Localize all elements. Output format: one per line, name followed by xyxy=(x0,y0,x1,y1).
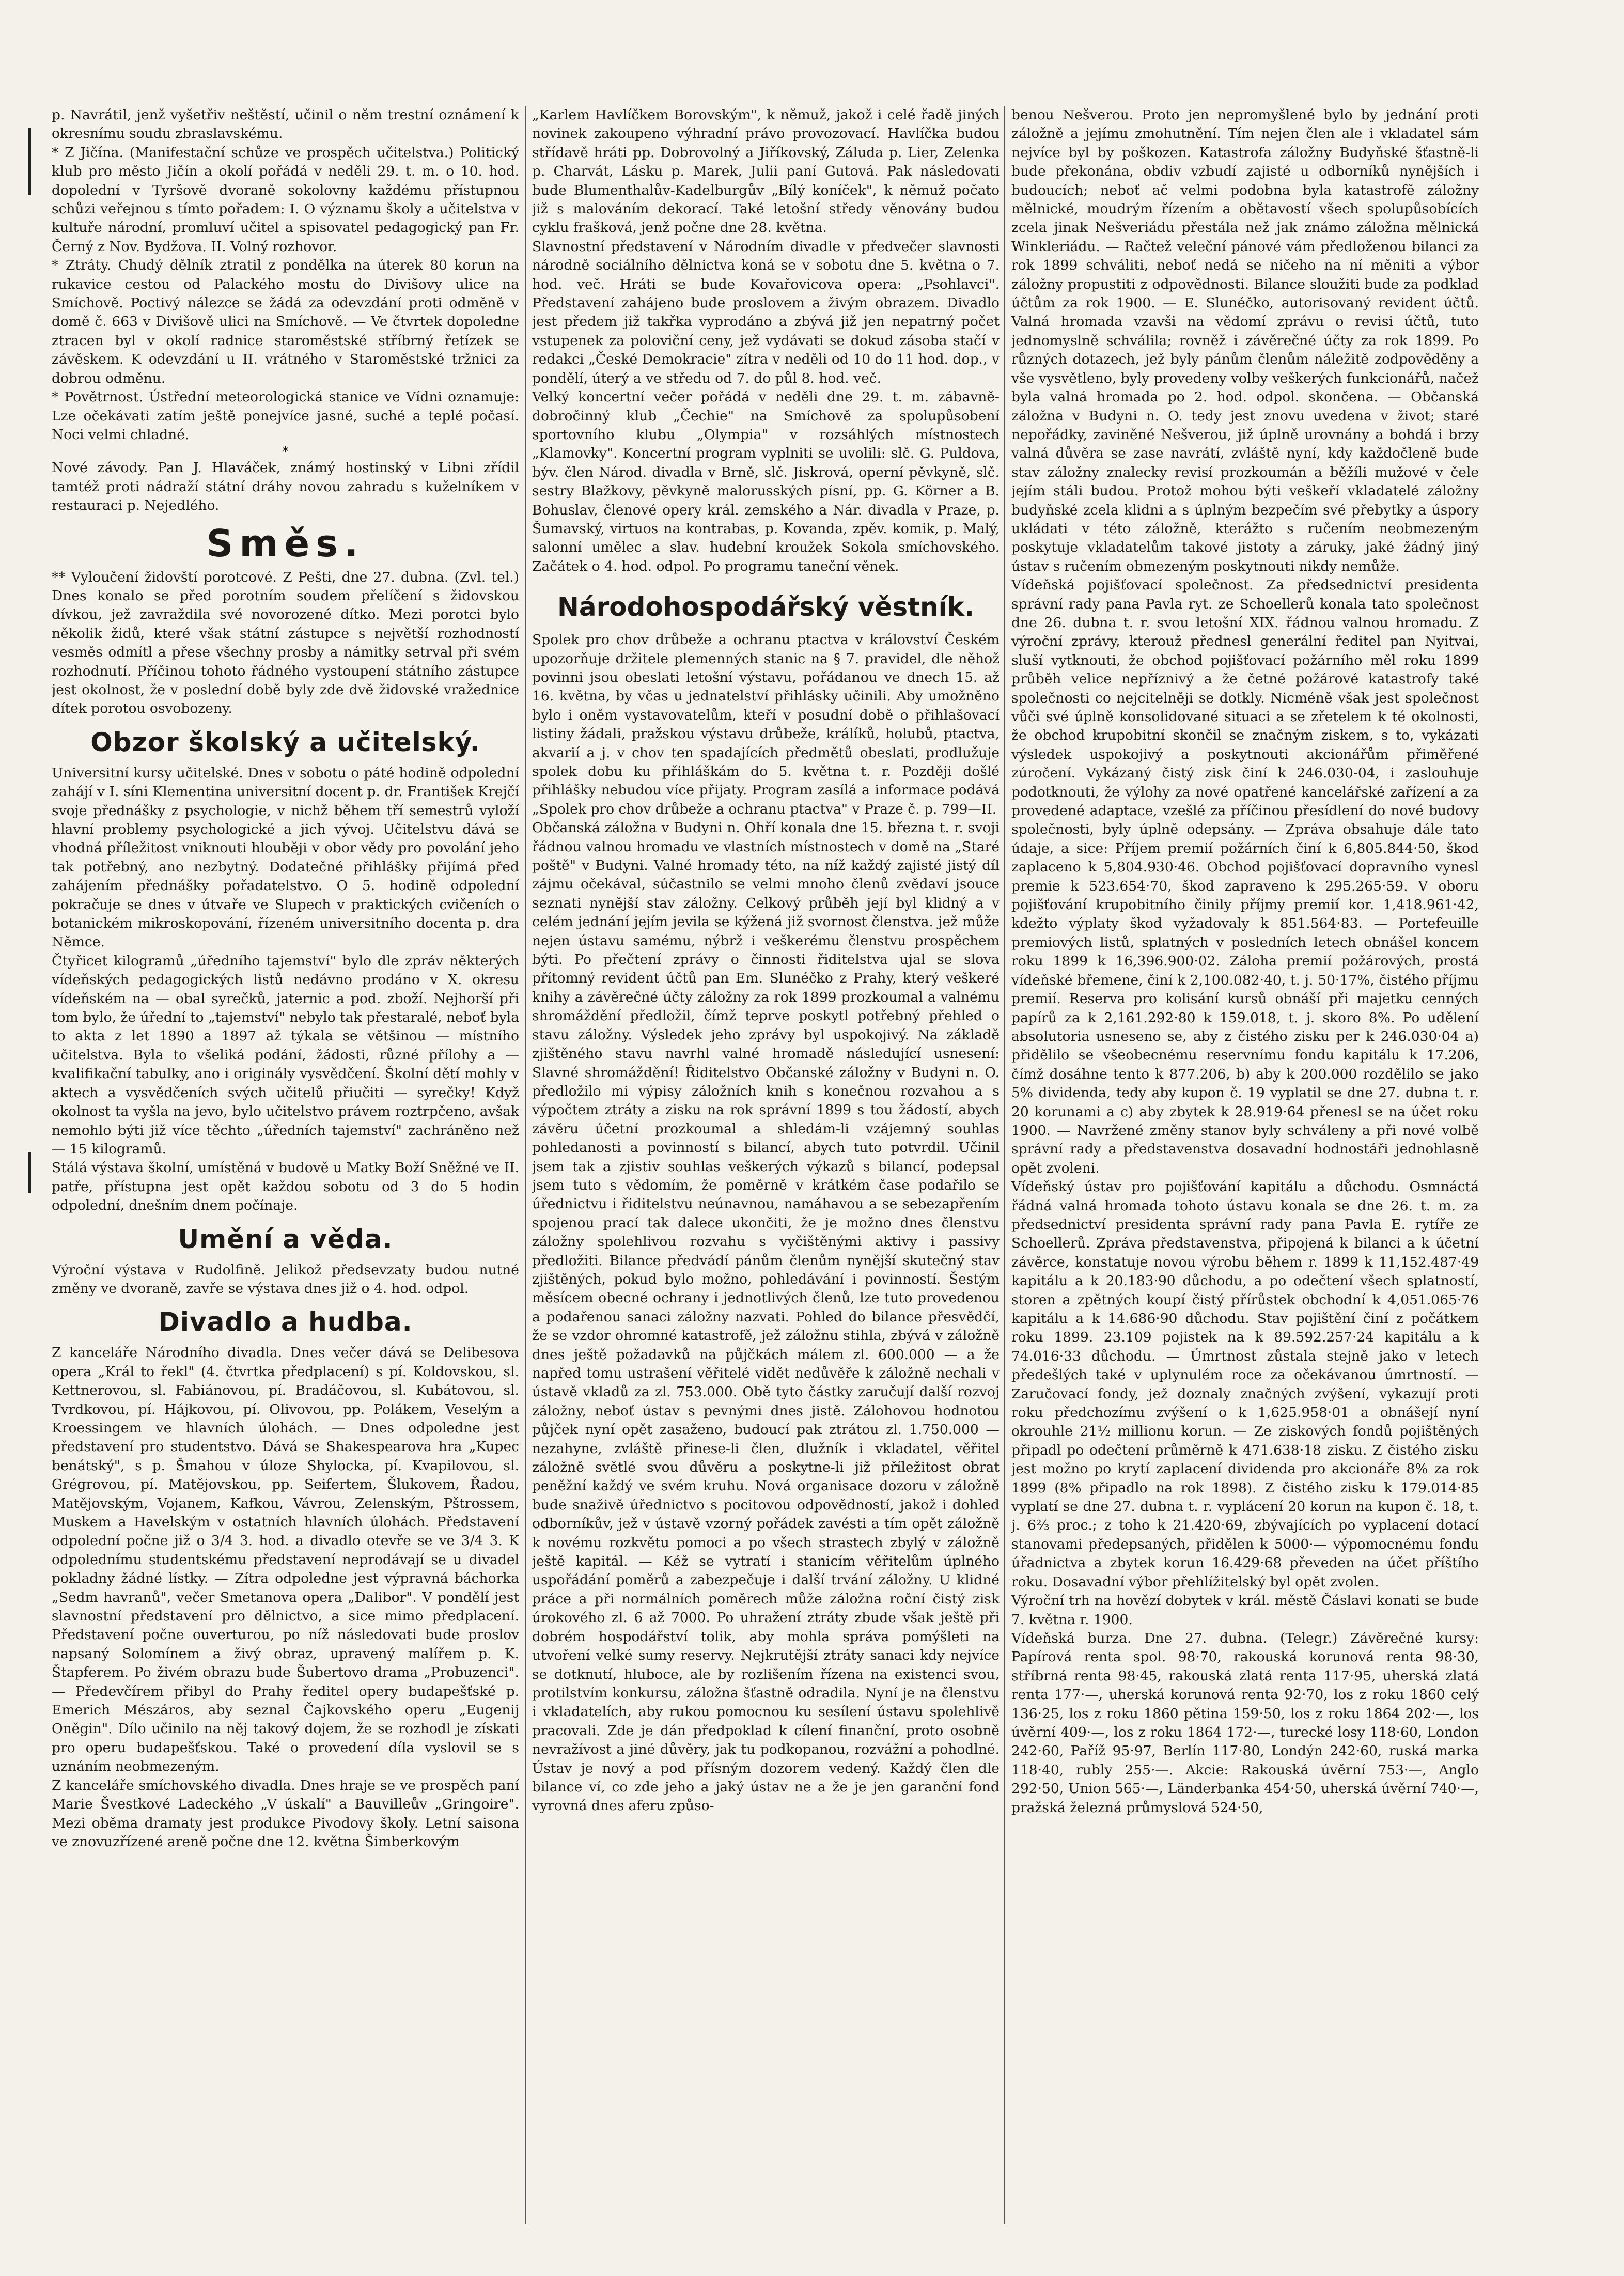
article-rudolfinum: Výroční výstava v Rudolfině. Jelikož předsevzaty budou nutné změny ve dvoraně, zavře se výstava dnes již o 4. hod. odpol. xyxy=(52,1261,519,1297)
article-jicin: * Z Jičína. (Manifestační schůze ve prospěch učitelstva.) Politický klub pro město Jičín a okolí pořádá v neděli 29. t. m. o 10. hod. dopolední v Tyršově dvoraně sokolovny každému přístupnou schůzi veřejnou s tímto pořadem: I. O významu školy a učitelstva v kultuře národní, promluví učitel a spisovatel pedagogický pan Fr. Černý z Nov. Bydžova. II. Volný rozhovor. xyxy=(52,144,519,255)
separator-star: * xyxy=(282,444,289,459)
section-heading-obzor: Obzor školský a učitelský. xyxy=(90,727,480,757)
article-continued: „Karlem Havlíčkem Borovským", k němuž, jakož i celé řadě jiných novinek zakoupeno výhradní právo provozovací. Havlíčka budou střídavě hráti pp. Dobrovolný a Jiříkovský, Záluda p. Lier, Zelenka p. Charvát, Lásku p. Marek, Julii paní Gutová. Pak následovati bude Blumenthalův-Kadelburgův „Bílý koníček", k němuž počato již s malováním dekorací. Také letošní středy věnovány budou cyklu frašková, jenž počne dne 28. května. xyxy=(532,107,1000,236)
section-heading-smes: Směs. xyxy=(206,521,365,565)
section-heading-divadlo: Divadlo a hudba. xyxy=(158,1307,413,1337)
article-uredni-tajemstvi: Čtyřicet kilogramů „úředního tajemství" bylo dle zpráv některých vídeňských pedagogických listů nedávno prodáno v X. okresu vídeňském na — obal syrečků, jaternic a pod. zboží. Nejhorší při tom bylo, že úřední to „tajemství" nebylo tak přestaralé, neboť byla to akta z let 1890 a 1897 až týkala se většinou — místního učitelstva. Byla to všeliká podání, žádosti, různé přílohy a — kvalifikační tabulky, ano i originály vysvědčení. Školní dětí mohly v aktech a vysvědčeních svých učitelů přiučiti — syrečky! Když okolnost ta vyšla na jevo, bylo učitelstvo právem roztrpčeno, avšak nemohlo býti již více těchto „úředních tajemství" zachráněno než — 15 kilogramů. xyxy=(52,953,519,1157)
article-vystava-skolni: Stálá výstava školní, umístěná v budově u Matky Boží Sněžné ve II. patře, přístupna jest opět každou sobotu od 3 do 5 hodin odpolední, dnešním dnem počínaje. xyxy=(52,1160,519,1214)
article-povetrnost: * Povětrnost. Ústřední meteorologická stanice ve Vídni oznamuje: Lze očekávati zatím ještě ponejvíce jasné, suché a teplé počasí. Noci velmi chladné. xyxy=(52,389,519,443)
article-koncertni-vecer: Velký koncertní večer pořádá v neděli dne 29. t. m. zábavně-dobročinný klub „Čechie" na Smíchově za spolupůsobení sportovního klubu „Olympia" v rozsáhlých místnostech „Klamovky". Koncertní program vyplniti se uvolili: slč. G. Puldova, býv. člen Národ. divadla v Brně, slč. Jiskrová, operní pěvkyně, slč. sestry Blažkovy, pěvkyně malorusských písní, pp. G. Körner a B. Bohuslav, členové opery král. zemského a Nár. divadla v Praze, p. Šumavský, virtuos na kontrabas, p. Kovanda, zpěv. komik, p. Malý, salonní umělec a slav. hudební kroužek Sokola smíchovského. Začátek o 4. hod. odpol. Po programu taneční věnek. xyxy=(532,389,1000,574)
article-slavnostni-predstaveni: Slavnostní představení v Národním divadle v předvečer slavnosti národně sociálního dělnictva koná se v sobotu dne 5. května o 7. hod. več. Hráti se bude Kovařovicova opera: „Psohlavci". Představení zahájeno bude proslovem a živým obrazem. Divadlo jest předem již takřka vyprodáno a zbývá již jen nepatrný počet vstupenek za poloviční ceny, jež vydávati se dokud zásoba stačí v redakci „České Demokracie" zítra v neděli od 10 do 11 hod. dop., v pondělí, úterý a ve středu od 7. do půl 8. hod. več. xyxy=(532,238,1000,386)
article-vyrocni-trh: Výroční trh na hovězí dobytek v král. městě Čáslavi konati se bude 7. května r. 1900. xyxy=(1011,1593,1479,1628)
article-porotcove: ** Vyloučení židovští porotcové. Z Pešti, dne 27. dubna. (Zvl. tel.) Dnes konalo se před porotním soudem přelíčení s židovskou dívkou, jež zavraždila své novorozené dítko. Mezi porotci bylo několik židů, které však státní zástupce s největší rozhodností vesměs odmítl a přese všechny prosby a námitky setrval při svém rozhodnutí. Příčinou tohoto řádného vystoupení státního zástupce jest okolnost, že v poslední době byly zde dvě židovské vražednice dítek porotou osvobozeny. xyxy=(52,569,519,717)
left-margin-mark xyxy=(28,1152,31,1193)
article-zalozna-continued: benou Nešverou. Proto jen nepromyšlené bylo by jednání proti záložně a jejímu zmohutnění. Tím nejen člen ale i vkladatel sám nejvíce byl by poškozen. Katastrofa záložny Budyňské šťastně-li bude překonána, obdiv vzbudí zajisté u odborníků nynějších i budoucích; neboť ač velmi podobna byla katastrofě záložny mělnické, moudrým řízením a obětavostí všech spolupůsobících zcela jinak Nešveriádu přestála než jak známo záložna mělnická Winkleriádu. — Račtež veleční pánové vám předloženou bilanci za rok 1899 schváliti, neboť nedá se ničeho na ní měniti a výbor záložny propustiti z odpovědnosti. Bilance sloužiti bude za podklad účtům za rok 1900. — E. Slunéčko, autorisovaný revident účtů. Valná hromada vzavši na vědomí zprávu o revisi účtů, tuto jednomyslně schválila; rovněž i závěrečné účty za rok 1899. Po různých dotazech, jež byly pánům členům náležitě zodpověděny a vše vysvětleno, byly provedeny volby veškerých funkcionářů, načež byla valná hromada po 2. hod. odpol. skončena. — Občanská záložna v Budyni n. O. tedy jest znovu uvedena v život; staré nepořádky, zaviněné Nešverou, již úplně urovnány a bohdá i brzy valná důvěra se zase navrátí, zvláště nyní, kdy každočleně bude stav záložny znalecky revisí prozkoumán a běžíli mužové v čele jejím stáli budou. Protož mohou býti veškeří vkladatelé záložny budyňské zcela klidni a s úplným bezpečím své přebytky a úspory ukládati v této záložně, kterážto s ručením neobmezeným poskytuje vkladatelům takové jistoty a záruky, jaké žádný jiný ústav s ručením obmezeným poskytnouti nikdy nemůže. xyxy=(1011,107,1479,574)
section-heading-vestnik: Národohospodářský věstník. xyxy=(557,592,974,622)
column-middle xyxy=(532,106,1000,2234)
article-spolek-drubez: Spolek pro chov drůbeže a ochranu ptactva v království Českém upozorňuje držitele plemenných stanic na § 7. pravidel, dle něhož povinni jsou obeslati letošní výstavu, pořádanou ve dnech 15. až 16. května, by včas u jednatelství přihlásky učinili. Aby umožněno bylo i oněm vystavovatelům, kteří v posudní době o přihlašovací listiny žádali, pražskou výstavu drůbeže, králíků, holubů, ptactva, akvarií a j. v chov ten spadajících předmětů obeslati, prodlužuje spolek dobu ku přihláškám do 5. května t. r. Později došlé přihlášky nebudou více přijaty. Program zasílá a informace podává „Spolek pro chov drůbeže a ochranu ptactva" v Praze č. p. 799—II. xyxy=(532,632,1000,817)
section-heading-umeni: Umění a věda. xyxy=(178,1224,393,1254)
article-videnska-burza: Vídeňská burza. Dne 27. dubna. (Telegr.) Závěrečné kursy: Papírová renta spol. 98·70, rakouská korunová renta 98·30, stříbrná renta 98·45, rakouská zlatá renta 117·95, uherská zlatá renta 177·—, uherská korunová renta 92·70, los z roku 1860 celý 136·25, los z roku 1860 pětina 159·50, los z roku 1864 202·—, los úvěrní 409·—, los z roku 1864 172·—, turecké losy 118·60, London 242·60, Paříž 95·97, Berlín 117·80, Londýn 242·60, ruská marka 118·40, rubly 255·—. Akcie: Rakouská úvěrní 753·—, Anglo 292·50, Union 565·—, Länderbanka 454·50, uherská úvěrní 740·—, pražská železná průmyslová 524·50, xyxy=(1011,1630,1479,1816)
left-margin-mark xyxy=(28,128,31,195)
column-right xyxy=(1011,106,1479,2234)
column-rule xyxy=(1004,106,1005,2224)
article-nove-zavody: Nové závody. Pan J. Hlaváček, známý hostinský v Libni zřídil tamtéž proti nádraží státní dráhy novou zahradu s kuželníkem v restauraci p. Nejedlého. xyxy=(52,460,519,514)
column-rule xyxy=(525,106,526,2224)
article-zalozna-budyne: Občanská záložna v Budyni n. Ohří konala dne 15. března t. r. svoji řádnou valnou hromadu ve vlastních místnostech v domě na „Staré poště" v Budyni. Valné hromady této, na níž každý zajisté jistý díl zájmu očekával, súčastnilo se velmi mnoho členů zvědaví jsouce seznati nynější stav záložny. Celkový průběh její byl klidný a v celém jednání jejím jevila se kýžená již svornost členstva. jež může nejen ústavu samému, nýbrž i veškerému členstvu prospěchem býti. Po přečtení zprávy o činnosti řiditelstva ujal se slova přítomný revident účtů pan Em. Slunéčko z Prahy, který veškeré knihy a závěrečné účty záložny za rok 1899 prozkoumal a valnému shromáždění předložil, čímž teprve poskytl potřebný přehled o stavu záložny. Výsledek jeho zprávy byl uspokojivý. Na základě zjištěného stavu navrhl valné hromadě následující usnesení: Slavné shromáždění! Řiditelstvo Občanské záložny v Budyni n. O. předložilo mi výpisy záložních knih s konečnou rozvahou a s výpočtem ztráty a zisku na rok správní 1899 s tou žádostí, abych závěru účetní prozkoumal a shledám-li vzájemný souhlas pohledanosti a povinností s bilancí, abych tuto potvrdil. Učinil jsem tak a zjistiv souhlas veškerých výkazů s bilancí, podepsal jsem tuto s vědomím, že poměrně v krátkém čase podařilo se úřednictvu i řiditelstvu neúnavnou, namáhavou a se sebezapřením spojenou prací tak dalece ukončiti, že je možno dnes členstvu záložny spolehlivou rozvahu s vyčištěnými aktivy i passivy předložiti. Bilance předvádí pánům členům nynější skutečný stav zjištěných, pokud bylo možno, pohledávání i povinností. Šestým měsícem obecné ochrany i jednotlivých členů, lze tuto provedenou a podařenou sanaci záložny nazvati. Pohled do bilance přesvědčí, že se vzdor ohromné katastrofě, jež záložnu stihla, zbývá v záložně dnes ještě požadavků na půjčkách málem zl. 600.000 — a že napřed tomu ustrašení věřitelé vidět nedůvěře k záložně nechali v ústavě vkladů za zl. 753.000. Obě tyto částky zaručují další rozvoj záložny, neboť ústav s pevnými dnes jistě. Zálohovou hodnotou půjček nyní opět zasaženo, budoucí pak ztrátou zl. 1.750.000 — nezahyne, zvláště přinese-li člen, dlužník i vkladatel, věřitel záložně světlé svou důvěru a poskytne-li již příležitost obrat peněžní každý ve svém kruhu. Nová organisace dozoru v záložně bude snaživě úřednictvo s pocitovou odpovědností, jakož i dohled odborníkův, jež v ústavě vzorný pořádek zavésti a tím opět záložně k novému rozkvětu pomoci a po všech strastech zbylý v záložně ještě kapitál. — Kéž se vytratí i stanicím věřitelům úplného uspořádání poměrů a zabezpečuje i další trvání záložny. U klidné práce a při normálních poměrech může záložna roční čistý zisk úrokového zl. 6 až 7000. Po uhražení ztráty zbude však ještě při dobrém hospodářství tolik, aby mohla správa pomýšleti na utvoření velké sumy reservy. Nejkrutější ztráty sanaci kdy nejvíce se dotknutí, hluboce, ale by rozlišením řízena na existenci svou, protilstvím konkursu, záložna šťastně odradila. Nyní je na členstvu i vkladatelích, aby rukou pomocnou ku sesílení ústavu spolehlivě pracovali. Zde je dán předpoklad k cílení finanční, proto osobně nevražívost a jiné důvěry, jak tu podkopanou, rozvážní a pohodlné. Ústav je nový a pod přísným dozorem vedený. Každý člen dle bilance ví, co zde jeho a jaký ústav ne a že je jen garanční fond vyrovná dnes aferu způso- xyxy=(532,820,1000,1814)
article-narodni-divadlo: Z kanceláře Národního divadla. Dnes večer dává se Delibesova opera „Král to řekl" (4. čtvrtka předplacení) s pí. Koldovskou, sl. Kettnerovou, sl. Fabiánovou, pí. Bradáčovou, sl. Kubátovou, sl. Tvrdkovou, pí. Hájkovou, pí. Olivovou, pp. Polákem, Veselým a Kroessingem ve hlavních úlohách. — Dnes odpoledne jest představení pro studentstvo. Dává se Shakespearova hra „Kupec benátský", s p. Šmahou v úloze Shylocka, pí. Kvapilovou, sl. Grégrovou, pí. Matějovskou, pp. Seifertem, Šlukovem, Řadou, Matějovským, Vojanem, Kafkou, Vávrou, Zelenským, Pštrossem, Muskem a Havelským v ostatních hlavních úlohách. Představení odpolední počne již o 3/4 3. hod. a divadlo otevře se ve 3/4 3. K odpolednímu studentskému představení neprodávají se u divadel pokladny žádné lístky. — Zítra odpoledne jest výpravná báchorka „Sedm havranů", večer Smetanova opera „Dalibor". V pondělí jest slavnostní představení pro dělnictvo, a sice mimo předplacení. Představení počne ouverturou, po níž následovati bude proslov napsaný Solomínem a živý obraz, upravený malířem p. K. Štapferem. Po živém obrazu bude Šubertovo drama „Probuzenci". — Předevčírem přibyl do Prahy ředitel opery budapešťské p. Emerich Mészáros, aby seznal Čajkovského operu „Eugenij Oněgin". Dílo učinilo na něj takový dojem, že se rozhodl je získati pro operu budapešťskou. Také o provedení díla vyslovil se s uznáním neobmezeným. xyxy=(52,1345,519,1775)
article-videnska-ustav: Vídeňský ústav pro pojišťování kapitálu a důchodu. Osmnáctá řádná valná hromada tohoto ústavu konala se dne 26. t. m. za předsednictví presidenta správní rady pana Pavla E. rytíře ze Schoellerů. Zpráva představenstva, připojená k bilanci a k účetní závěrce, konstatuje novou výrobu během r. 1899 k 11,152.487·49 kapitálu a k 20.183·90 důchodu, a po odečtení všech splatností, storen a zpětných koupí čistý přírůstek obchodní k 4,051.065·76 kapitálu a k 14.686·90 důchodu. Stav pojištění činí z počátkem roku 1899. 23.109 pojistek na k 89.592.257·24 kapitálu a k 74.016·33 důchodu. — Úmrtnost zůstala stejně jako v letech předešlých také v uplynulém roce za očekávanou úmrtností. — Zaručovací fondy, jež doznaly značných zvýšení, vykazují proti roku předchozímu zvýšení o k 1,625.958·01 a obnášejí nyní okrouhle 21½ millionu korun. — Ze ziskových fondů pojištěných připadl po odečtení průměrně k 471.638·18 zisku. Z čistého zisku jest možno po krytí zaplacení dividenda pro akcionáře 8% za rok 1899 (8% připadlo na rok 1898). Z čistého zisku k 179.014·85 vyplatí se dne 27. dubna t. r. vyplácení 20 korun na kupon č. 18, t. j. 6⅔ proc.; z toho k 21.420·69, zbývajících po vyplacení dotací stanovami předepsaných, přidělen k 5000·— výpomocnému fondu úřadnictva a zbytek korun 16.429·68 převeden na účet příštího roku. Dosavadní výbor přehlížitelský byl opět zvolen. xyxy=(1011,1179,1479,1590)
article-universitni-kursy: Universitní kursy učitelské. Dnes v sobotu o páté hodině odpolední zahájí v I. síni Klementina universitní docent p. dr. František Krejčí svoje přednášky z psychologie, v nichž během tří semestrů vyloží hlavní problemy psychologické a jich vývoj. Učitelstvu dává se vhodná příležitost vniknouti hlouběji v obor vědy pro povolání jeho tak potřebný, ano nezbytný. Dodatečné přihlášky přijímá před zahájením přednášky pořadatelstvo. O 5. hodině odpolední pokračuje se dnes v útvaře ve Slupech v praktických cvičeních o botanickém mikroskopování, řízeném universitního docenta p. dra Němce. xyxy=(52,765,519,950)
article-ztraty: * Ztráty. Chudý dělník ztratil z pondělka na úterek 80 korun na rukavice cestou od Palackého mostu do Divišovy ulice na Smíchově. Poctivý nálezce se žádá za odevzdání proti odměně v domě č. 663 v Divišově ulici na Smíchově. — Ve čtvrtek dopoledne ztracen byl v okolí radnice staroměstské stříbrný řetízek se závěskem. K odevzdání u II. vrátného v Staroměstské tržnici za dobrou odměnu. xyxy=(52,257,519,386)
article-text: p. Navrátil, jenž vyšetřiv neštěstí, učinil o něm trestní oznámení k okresnímu soudu zbraslavskému. xyxy=(52,107,519,142)
article-videnska-pojistovaci: Vídeňská pojišťovací společnost. Za předsednictví presidenta správní rady pana Pavla ryt. ze Schoellerů konala tato společnost dne 26. dubna t. r. svou letošní XIX. řádnou valnou hromadu. Z výroční zprávy, kterouž přednesl generální ředitel pan Nyitvai, sluší vytknouti, že obchod pojišťovací požárního měl roku 1899 průběh velice nepříznivý a že četné požárové katastrofy také společnosti co nejcitelněji se dotkly. Nicméně však jest společnost vůči své úplně konsolidované situaci a se zřetelem k té okolnosti, že obchod krupobitní skončil se značným ziskem, s to, vykázati výsledek uspokojivý a poskytnouti akcionářům přiměřené zúročení. Vykázaný čistý zisk činí k 246.030-04, i zaslouhuje podotknouti, že výlohy za nové opatřené kancelářské zařízení a za provedené adaptace, vzešlé za příčinou přesídlení do nové budovy společnosti, byly úplně odepsány. — Zpráva obsahuje dále tato údaje, a sice: Příjem premií požárních činí k 6,805.844·50, škod zaplaceno k 5,804.930·46. Obchod pojišťovací dopravního vynesl premie k 523.654·70, škod zapraveno k 295.265·59. V oboru pojišťování krupobitního činily příjmy premií kor. 1,418.961·42, kdežto výplaty škod vyžadovaly k 851.564·83. — Portefeuille premiových listů, splatných v posledních letech obnášel koncem roku 1899 k 16,396.900·02. Záloha premií požárových, prostá vídeňské břemene, činí k 2,100.082·40, t. j. 50·17%, čistého příjmu premií. Reserva pro kolisání kursů obnáší při majetku cenných papírů za k 2,161.292·80 k 159.018, t. j. skoro 8%. Po udělení absolutoria usneseno se, aby z čistého zisku per k 246.030·04 a) přidělilo se všeobecnému reservnímu fondu kapitálu k 17.206, čímž dosáhne tento k 877.206, b) aby k 200.000 rozdělilo se jako 5% dividenda, tedy aby kupon č. 19 vyplatil se dne 27. dubna t. r. 20 korunami a c) aby zbytek k 28.919·64 přenesl se na účet roku 1900. — Navržené změny stanov byly schváleny a při nové volbě správní rady a představenstva dosavadní hodnostáři jednohlasně opět zvoleni. xyxy=(1011,577,1479,1176)
article-smichovske-divadlo: Z kanceláře smíchovského divadla. Dnes hraje se ve prospěch paní Marie Švestkové Ladeckého „V úskalí" a Bauvilleův „Gringoire". Mezi oběma dramaty jest produkce Pivodovy školy. Letní saisona ve znovuzřízené areně počne dne 12. května Šimberkovým xyxy=(52,1777,519,1850)
column-left xyxy=(52,106,519,2234)
